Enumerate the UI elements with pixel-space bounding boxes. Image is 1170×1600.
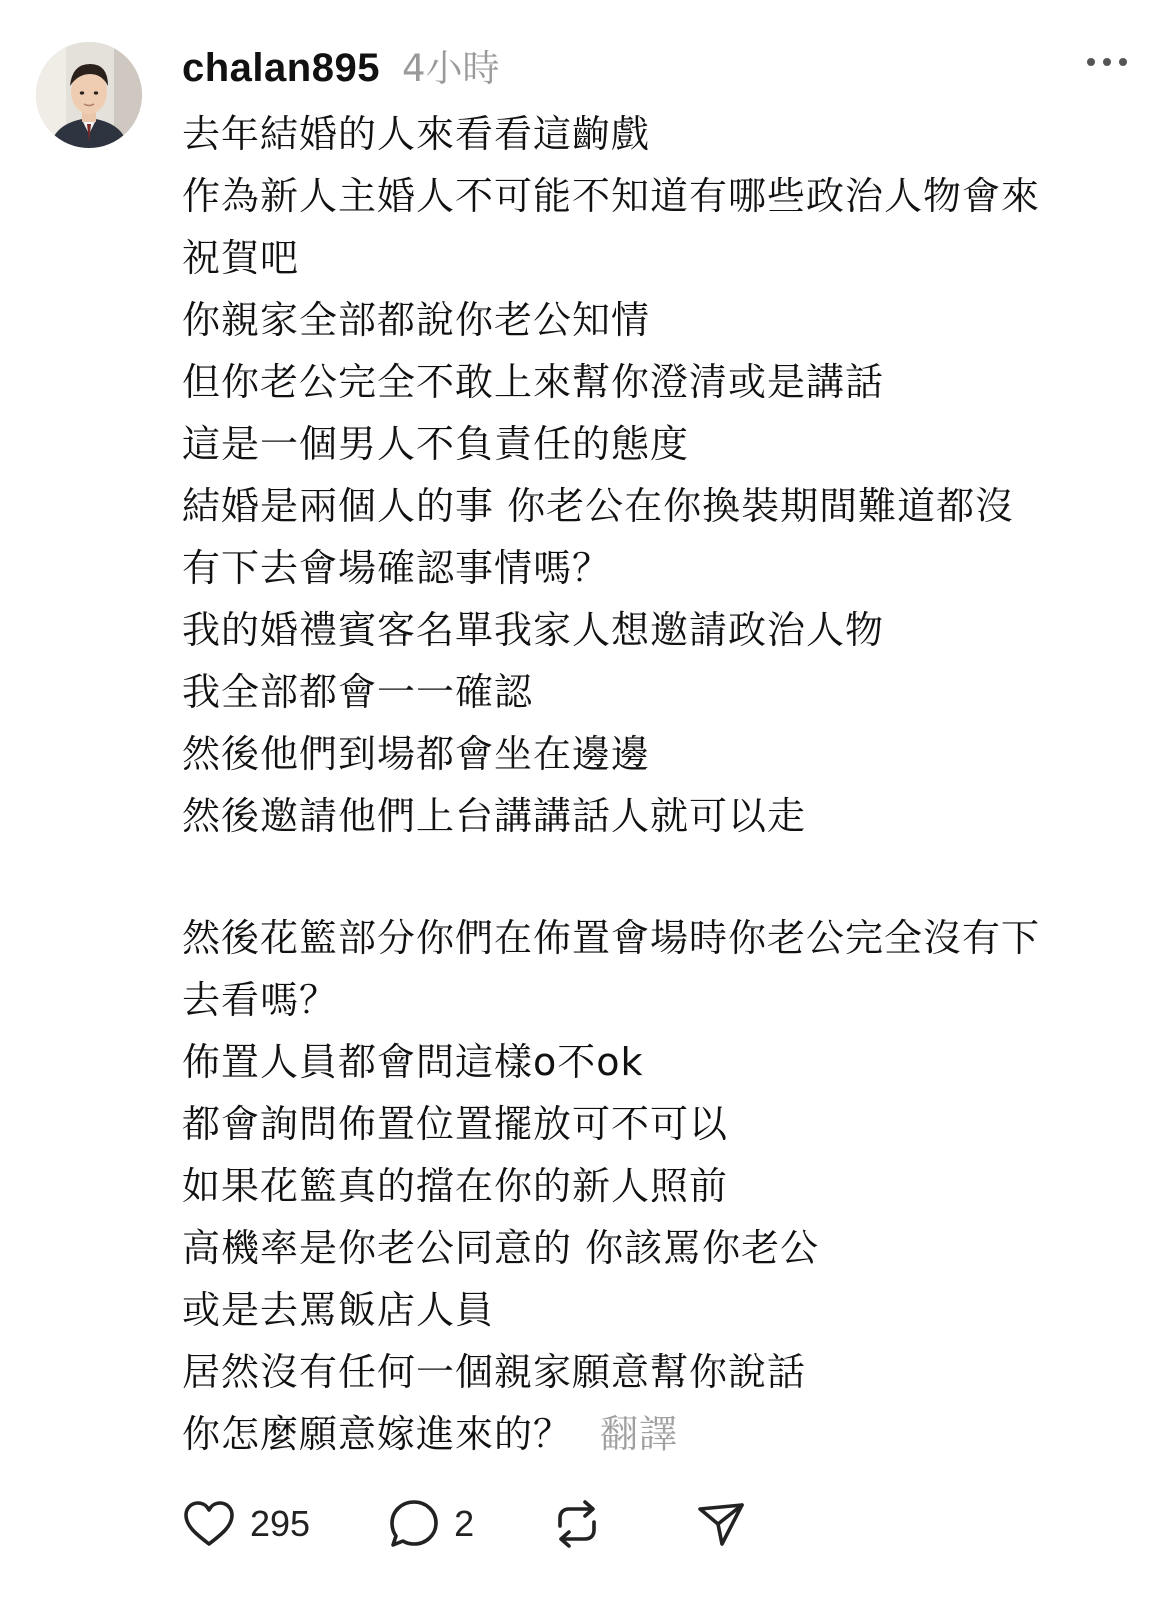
repost-button[interactable] <box>550 1498 604 1550</box>
paragraph-gap <box>182 847 1132 907</box>
post-text-line: 我的婚禮賓客名單我家人想邀請政治人物 <box>182 608 885 652</box>
heart-icon <box>182 1499 236 1549</box>
post-text-line: 如果花籃真的擋在你的新人照前 <box>182 1164 729 1208</box>
post-text-line-last <box>182 1403 1132 1465</box>
comment-count: 2 <box>454 1503 475 1544</box>
post-text-last-content: 你怎麼願意嫁進來的？ <box>182 1412 573 1456</box>
post-text-line: 然後邀請他們上台講講話人就可以走 <box>182 794 807 838</box>
post-text-line: 都會詢問佈置位置擺放可不可以 <box>182 1102 729 1146</box>
send-icon <box>696 1499 746 1549</box>
share-button[interactable] <box>696 1499 746 1549</box>
post-text-line: 然後花籃部分你們在佈置會場時你老公完全沒有下 <box>182 916 1041 960</box>
post-text-line: 你親家全部都說你老公知情 <box>182 298 651 342</box>
post-text-line: 佈置人員都會問這樣o不ok <box>182 1040 644 1084</box>
comment-button[interactable] <box>388 1498 474 1550</box>
post-text-line: 祝賀吧 <box>182 236 300 280</box>
post-text-line: 結婚是兩個人的事 你老公在你換裝期間難道都沒 <box>182 484 1015 528</box>
more-horizontal-icon[interactable] <box>1084 52 1130 72</box>
like-button[interactable] <box>182 1499 310 1549</box>
avatar[interactable] <box>36 42 142 148</box>
translate-link[interactable]: 翻譯 <box>600 1412 679 1456</box>
post-text-line: 這是一個男人不負責任的態度 <box>182 422 690 466</box>
post-text-line: 去看嗎？ <box>182 978 339 1022</box>
post-header <box>182 38 500 92</box>
username[interactable]: chalan895 <box>182 46 380 90</box>
post-text-line: 去年結婚的人來看看這齣戲 <box>182 112 651 156</box>
post-text-line: 居然沒有任何一個親家願意幫你說話 <box>182 1350 807 1394</box>
post-text-line: 但你老公完全不敢上來幫你澄清或是講話 <box>182 360 885 404</box>
timestamp: 4小時 <box>401 47 500 90</box>
post-body <box>182 103 1132 1465</box>
post-text-line: 高機率是你老公同意的 你該罵你老公 <box>182 1226 820 1270</box>
post-text-line: 然後他們到場都會坐在邊邊 <box>182 732 651 776</box>
post-text-line: 作為新人主婚人不可能不知道有哪些政治人物會來 <box>182 174 1041 218</box>
post-text-line: 有下去會場確認事情嗎？ <box>182 546 612 590</box>
avatar-photo <box>36 42 142 148</box>
comment-bubble-icon <box>388 1498 440 1550</box>
repost-icon <box>550 1498 604 1550</box>
post-text-line: 或是去罵飯店人員 <box>182 1288 495 1332</box>
action-bar <box>182 1498 746 1550</box>
post-text-line: 我全部都會一一確認 <box>182 670 534 714</box>
like-count: 295 <box>250 1503 311 1544</box>
